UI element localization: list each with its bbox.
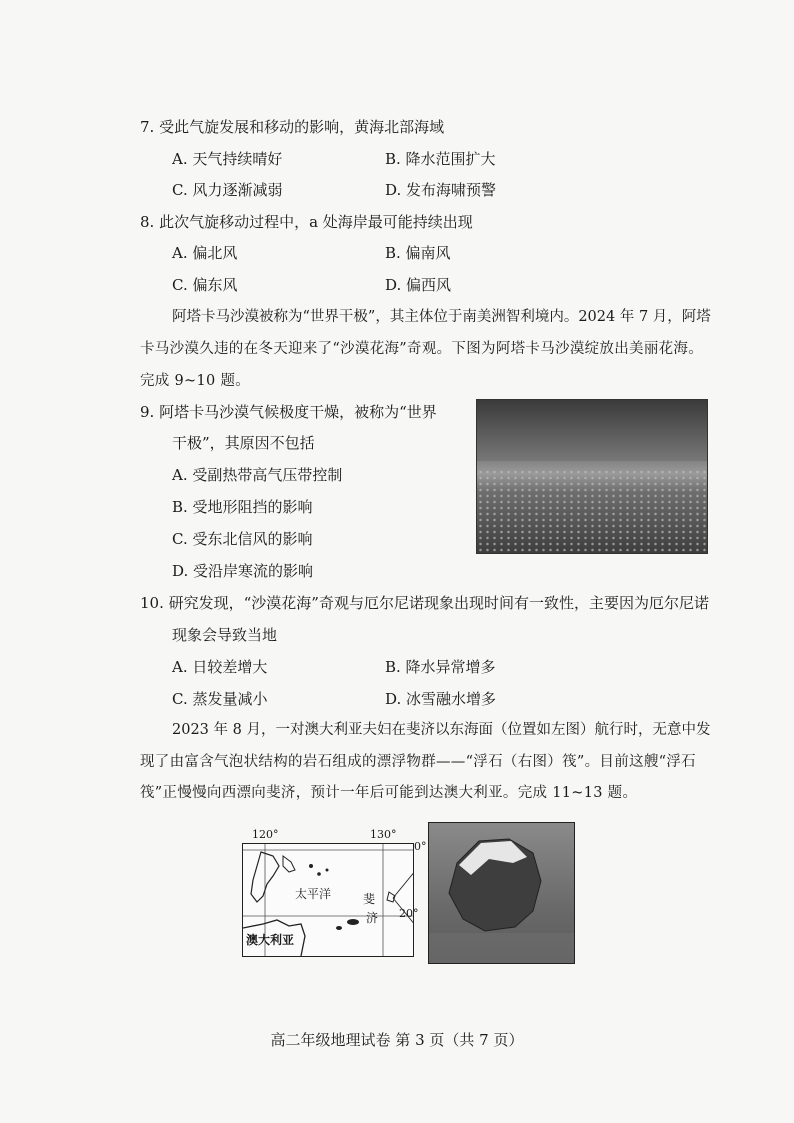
q7-stem: 7. 受此气旋发展和移动的影响，黄海北部海域 bbox=[140, 118, 445, 136]
q9-stem-line2: 干极”，其原因不包括 bbox=[172, 434, 315, 452]
q10-option-c: C. 蒸发量减小 bbox=[172, 690, 268, 708]
map-label-australia: 澳大利亚 bbox=[246, 933, 295, 947]
q7-option-d: D. 发布海啸预警 bbox=[385, 181, 497, 199]
map-lon-120: 120° bbox=[252, 828, 279, 841]
passage1-line1: 阿塔卡马沙漠被称为“世界干极”，其主体位于南美洲智利境内。2024 年 7 月，阿塔 bbox=[172, 309, 711, 325]
q10-option-a: A. 日较差增大 bbox=[172, 658, 268, 676]
map-lat-20: 20° bbox=[399, 907, 419, 920]
q8-option-b: B. 偏南风 bbox=[385, 244, 451, 262]
passage1-line2: 卡马沙漠久违的在冬天迎来了“沙漠花海”奇观。下图为阿塔卡马沙漠绽放出美丽花海。 bbox=[140, 341, 704, 357]
island-dot bbox=[317, 872, 321, 876]
passage2-line2: 现了由富含气泡状结构的岩石组成的漂浮物群——“浮石（右图）筏”。目前这艘“浮石 bbox=[140, 754, 696, 770]
pointer-line bbox=[393, 854, 413, 898]
passage2-line1: 2023 年 8 月，一对澳大利亚夫妇在斐济以东海面（位置如左图）航行时，无意中发 bbox=[172, 722, 711, 738]
passage2-line3: 筏”正慢慢向西漂向斐济，预计一年后可能到达澳大利亚。完成 11~13 题。 bbox=[140, 785, 638, 801]
q8-option-d: D. 偏西风 bbox=[385, 276, 452, 294]
island-dot bbox=[326, 869, 329, 872]
map-lon-130: 130° bbox=[370, 828, 397, 841]
island-dot bbox=[347, 919, 359, 925]
q10-option-b: B. 降水异常增多 bbox=[385, 658, 496, 676]
map-label-fiji-1: 斐 bbox=[363, 892, 376, 906]
q9-option-b: B. 受地形阻挡的影响 bbox=[172, 498, 313, 516]
q10-option-d: D. 冰雪融水增多 bbox=[385, 690, 497, 708]
q7-option-a: A. 天气持续晴好 bbox=[172, 150, 283, 168]
passage1-line3: 完成 9~10 题。 bbox=[140, 373, 251, 389]
map-label-ocean: 太平洋 bbox=[295, 887, 332, 901]
photo-flower-field bbox=[477, 469, 707, 553]
q8-stem: 8. 此次气旋移动过程中，a 处海岸最可能持续出现 bbox=[140, 213, 473, 231]
map-label-fiji-2: 济 bbox=[366, 911, 379, 925]
q8-option-c: C. 偏东风 bbox=[172, 276, 238, 294]
page-footer: 高二年级地理试卷 第 3 页（共 7 页） bbox=[270, 1031, 524, 1049]
pumice-drawing bbox=[429, 823, 574, 963]
pointer-line bbox=[393, 898, 413, 942]
q9-option-d: D. 受沿岸寒流的影响 bbox=[172, 562, 314, 580]
map-lat-0: 0° bbox=[414, 840, 427, 853]
island-dot bbox=[309, 864, 313, 868]
q9-option-a: A. 受副热带高气压带控制 bbox=[172, 466, 343, 484]
photo-sky bbox=[477, 400, 707, 461]
island-dot bbox=[336, 926, 342, 930]
q9-option-c: C. 受东北信风的影响 bbox=[172, 530, 313, 548]
q7-option-b: B. 降水范围扩大 bbox=[385, 150, 496, 168]
q10-stem-line1: 10. 研究发现，“沙漠花海”奇观与厄尔尼诺现象出现时间有一致性，主要因为厄尔尼诺 bbox=[140, 594, 709, 612]
q8-option-a: A. 偏北风 bbox=[172, 244, 238, 262]
q10-stem-line2: 现象会导致当地 bbox=[172, 626, 278, 644]
water-surface bbox=[429, 933, 574, 963]
q7-option-c: C. 风力逐渐减弱 bbox=[172, 181, 283, 199]
pumice-photo bbox=[428, 822, 575, 964]
island-outline bbox=[283, 856, 295, 872]
desert-flower-photo bbox=[476, 399, 708, 554]
q9-stem-line1: 9. 阿塔卡马沙漠气候极度干燥，被称为“世界 bbox=[140, 403, 437, 421]
